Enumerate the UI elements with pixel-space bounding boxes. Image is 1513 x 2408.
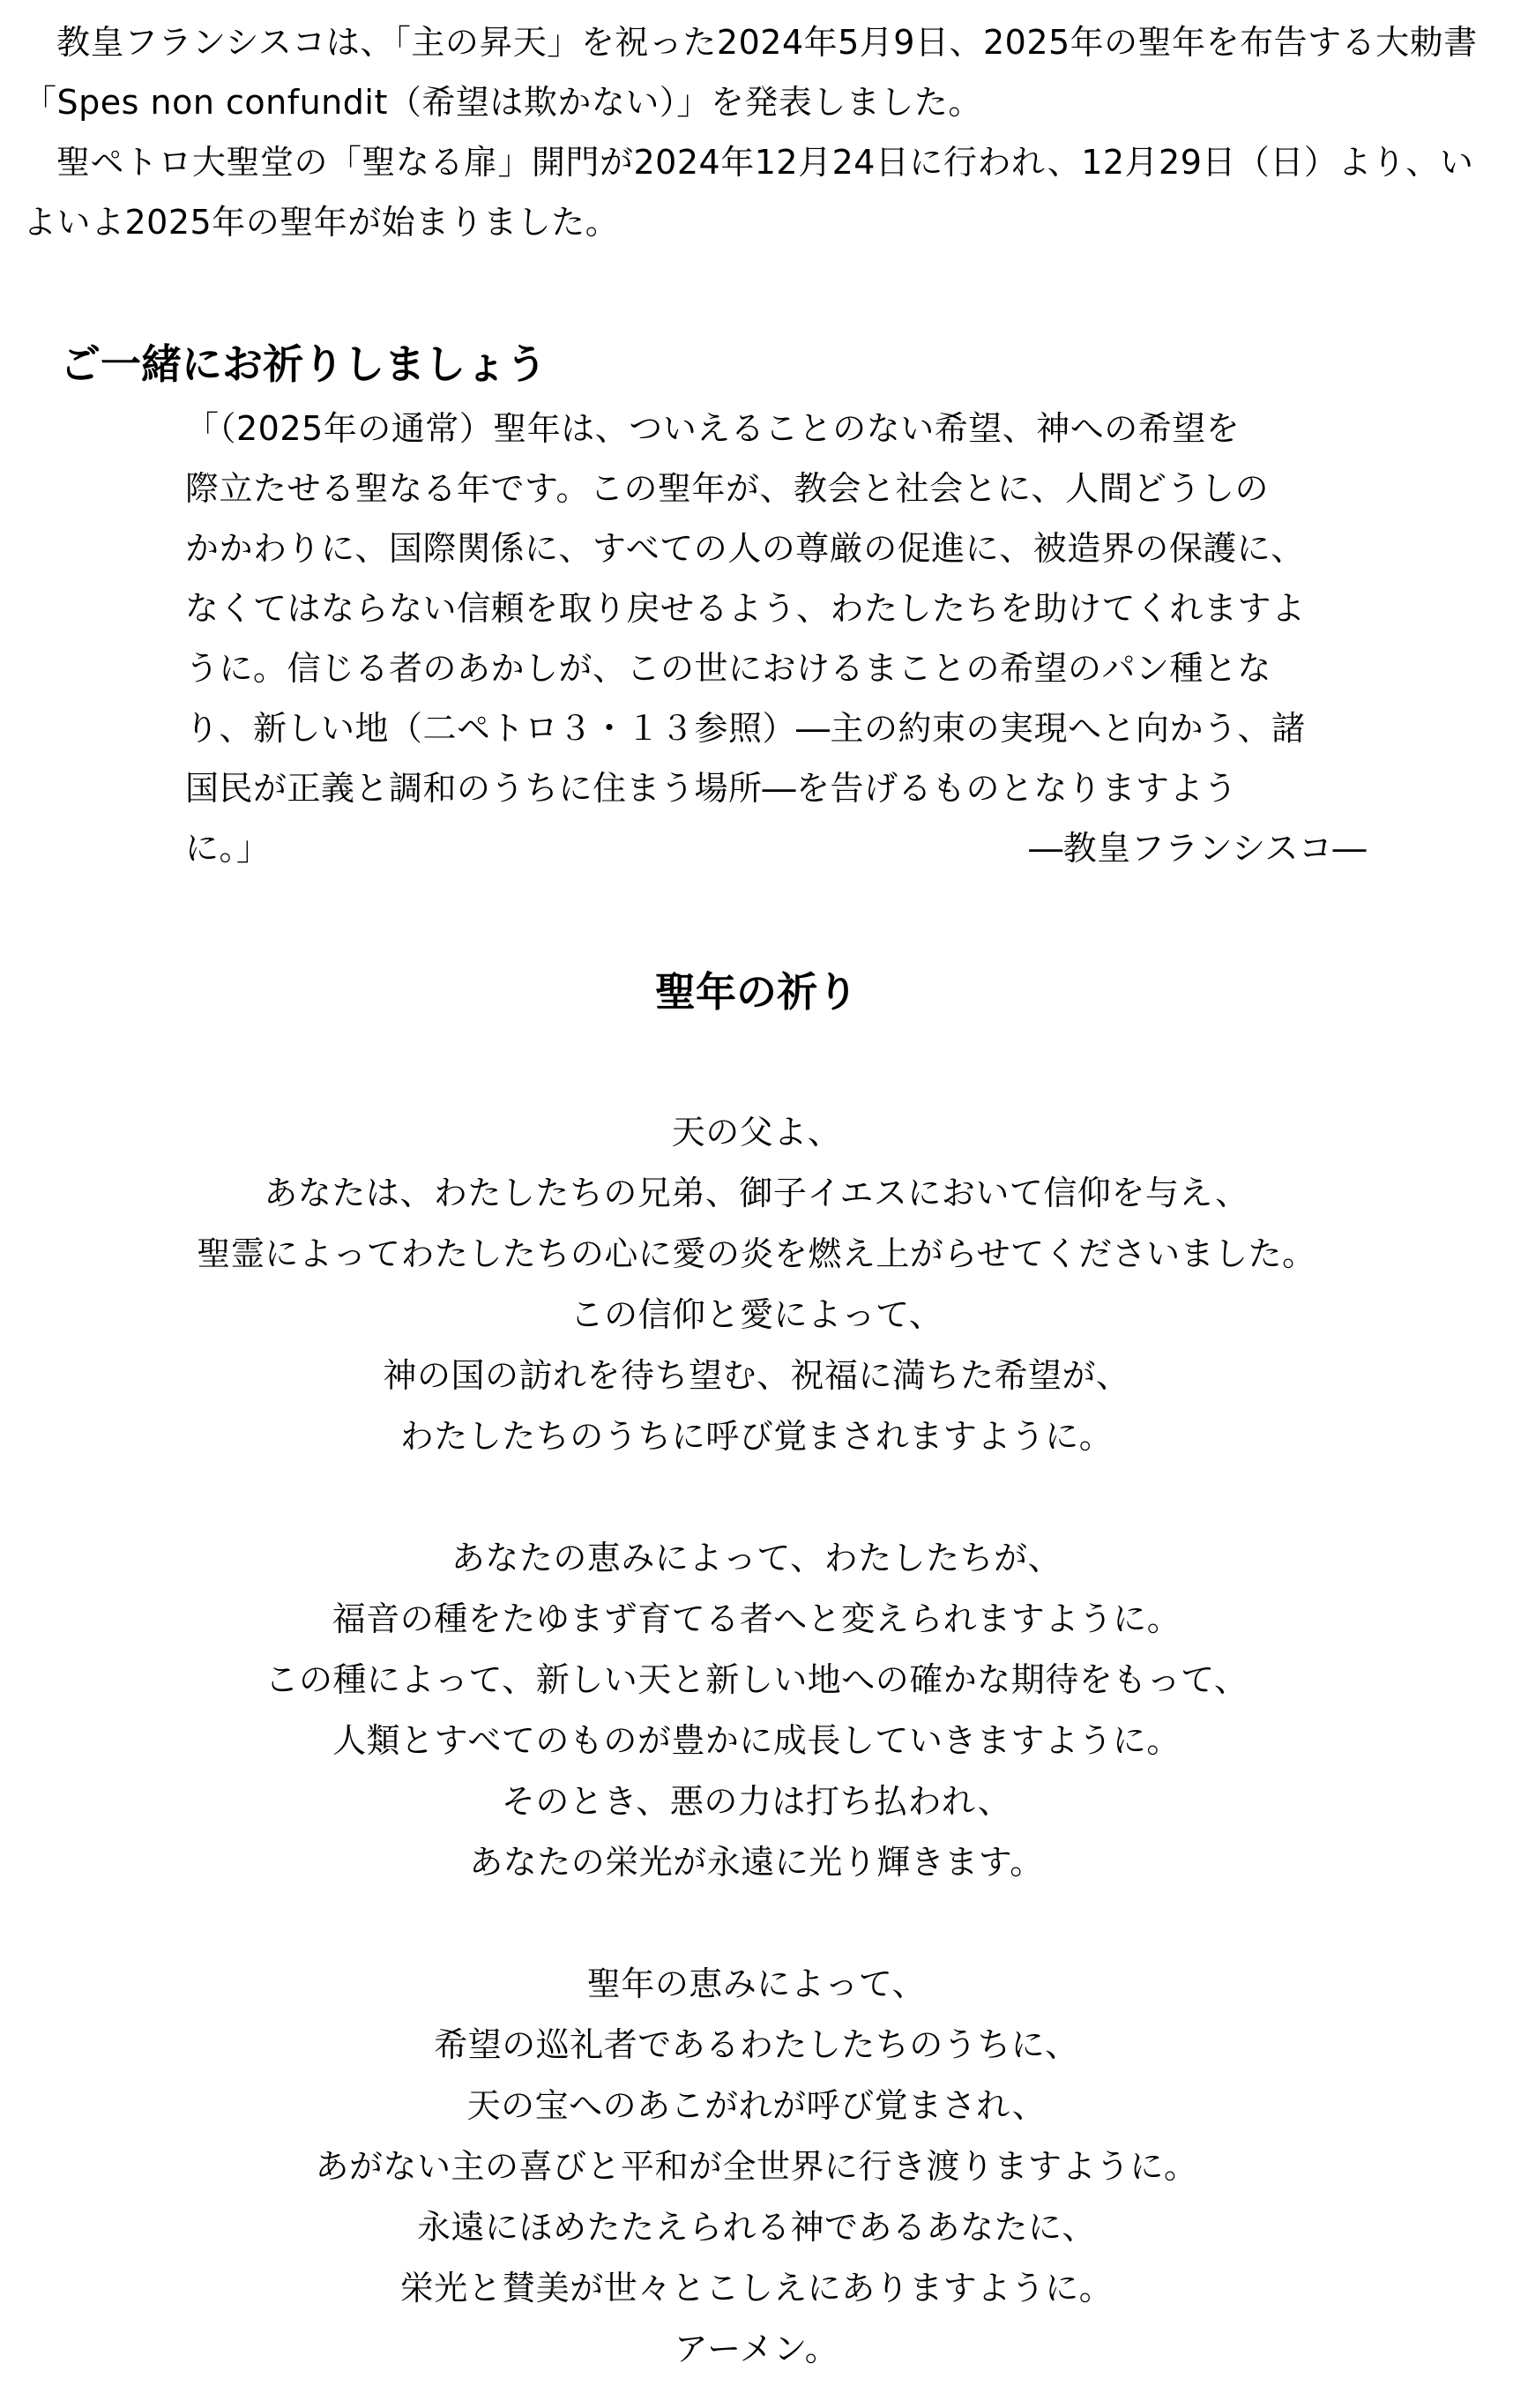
prayer-line: そのとき、悪の力は打ち払われ、 [501,1782,1012,1821]
prayer-line: わたしたちのうちに呼び覚まされますように。 [399,1417,1114,1456]
quote-line: うに。信じる者のあかしが、この世におけるまことの希望のパン種とな [185,649,1272,688]
prayer-line: この信仰と愛によって、 [570,1295,943,1334]
quote-line: 国民が正義と調和のうちに住まう場所―を告げるものとなりますよう [185,769,1238,808]
quote-line: 際立たせる聖なる年です。この聖年が、教会と社会とに、人間どうしの [185,469,1269,508]
quote-line: り、新しい地（二ペトロ３・１３参照）―主の約束の実現へと向かう、諸 [185,709,1306,748]
quote-attribution: ―教皇フランシスコ― [1029,829,1367,868]
prayer-line: 聖霊によってわたしたちの心に愛の炎を燃え上がらせてくださいました。 [197,1234,1316,1273]
quote-line: かかわりに、国際関係に、すべての人の尊厳の促進に、被造界の保護に、 [185,529,1305,568]
intro-text [23,12,1487,252]
prayer-line: 人類とすべてのものが豊かに成長していきますように。 [332,1721,1181,1760]
intro-paragraph: 聖ペトロ大聖堂の「聖なる扉」開門が2024年12月24日に行われ、12月29日（日）より、いよいよ2025年の聖年が始まりました。 [23,143,1474,242]
prayer-line: あがない主の喜びと平和が全世界に行き渡りますように。 [315,2147,1198,2186]
quote-last-line-row [185,818,1367,878]
prayer-line: 永遠にほめたたえられる神であるあなたに、 [416,2208,1096,2247]
prayer-line: あなたは、わたしたちの兄弟、御子イエスにおいて信仰を与え、 [264,1174,1249,1212]
prayer-line: 聖年の恵みによって、 [586,1964,927,2003]
prayer-line: 天の父よ、 [671,1113,842,1152]
prayer-stanza [0,1102,1513,1467]
prayer-line: 神の国の訪れを待ち望む、祝福に満ちた希望が、 [383,1356,1130,1395]
prayer-line: あなたの栄光が永遠に光り輝きます。 [469,1843,1044,1882]
papal-quote [185,399,1367,878]
intro-paragraph: 教皇フランシスコは、「主の昇天」を祝った2024年5月9日、2025年の聖年を布告する大勅書「Spes non confundit（希望は欺かない）」を発表しました。 [23,23,1478,122]
prayer-amen: アーメン。 [674,2330,839,2368]
prayer-line: この種によって、新しい天と新しい地への確かな期待をもって、 [265,1660,1248,1699]
prayer-stanza [0,1954,1513,2380]
prayer-stanza [0,1528,1513,1893]
prayer-line: あなたの恵みによって、わたしたちが、 [451,1539,1062,1577]
prayer-line: 希望の巡礼者であるわたしたちのうちに、 [434,2025,1079,2064]
prayer-line: 天の宝へのあこがれが呼び覚まされ、 [466,2086,1047,2125]
section-heading: ご一緒にお祈りしましょう [60,340,547,388]
prayer-line: 栄光と賛美が世々とこしえにありますように。 [399,2269,1114,2307]
quote-line: なくてはならない信頼を取り戻せるよう、わたしたちを助けてくれますよ [185,589,1306,628]
quote-line: に。」 [185,829,271,868]
prayer-line: 福音の種をたゆまず育てる者へと変えられますように。 [332,1599,1181,1638]
prayer-title: 聖年の祈り [655,968,858,1016]
jubilee-prayer [0,1102,1513,2380]
quote-line: 「（2025年の通常）聖年は、ついえることのない希望、神への希望を [185,409,1241,448]
